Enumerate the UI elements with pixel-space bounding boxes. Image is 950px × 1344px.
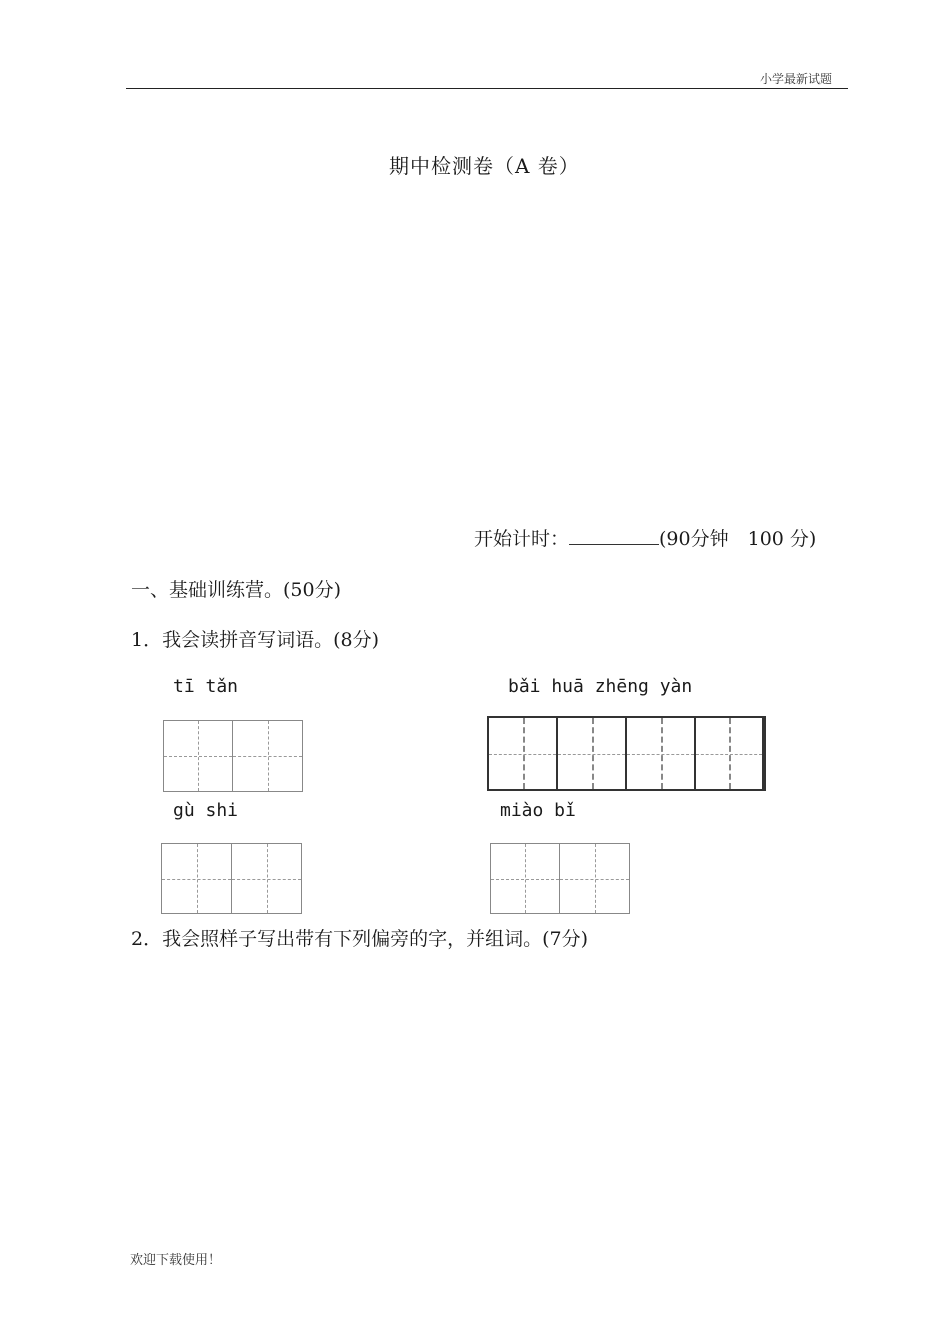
writing-grid-3[interactable] — [161, 843, 302, 914]
pinyin-miao-bi: miào bǐ — [500, 800, 576, 821]
writing-grid-4[interactable] — [490, 843, 630, 914]
header-rule — [126, 88, 848, 89]
timer-info: (90分钟 100 分) — [659, 528, 817, 550]
writing-grid-1[interactable] — [163, 720, 303, 792]
writing-cell[interactable] — [491, 844, 560, 913]
section-heading: 一、基础训练营。(50分) — [131, 579, 342, 601]
writing-cell[interactable] — [696, 718, 764, 789]
header-text: 小学最新试题 — [760, 72, 833, 86]
timer-label: 开始计时： — [474, 528, 570, 550]
writing-cell[interactable] — [233, 721, 302, 791]
writing-cell[interactable] — [558, 718, 627, 789]
footer-text: 欢迎下载使用！ — [130, 1253, 222, 1268]
writing-cell[interactable] — [232, 844, 301, 913]
writing-cell[interactable] — [162, 844, 232, 913]
timer-blank[interactable] — [569, 526, 659, 545]
writing-cell[interactable] — [627, 718, 696, 789]
writing-cell[interactable] — [164, 721, 233, 791]
question-2-prompt: 2．我会照样子写出带有下列偏旁的字，并组词。(7分) — [131, 928, 589, 950]
pinyin-gu-shi: gù shi — [173, 800, 239, 821]
writing-grid-2[interactable] — [487, 716, 766, 791]
writing-cell[interactable] — [560, 844, 629, 913]
timer-line — [474, 524, 816, 551]
page-title: 期中检测卷（A 卷） — [389, 154, 580, 178]
question-1-prompt: 1．我会读拼音写词语。(8分) — [131, 629, 380, 651]
writing-cell[interactable] — [489, 718, 558, 789]
pinyin-ti-tan: tī tǎn — [173, 676, 239, 697]
pinyin-bai-hua-zheng-yan: bǎi huā zhēng yàn — [508, 676, 693, 697]
